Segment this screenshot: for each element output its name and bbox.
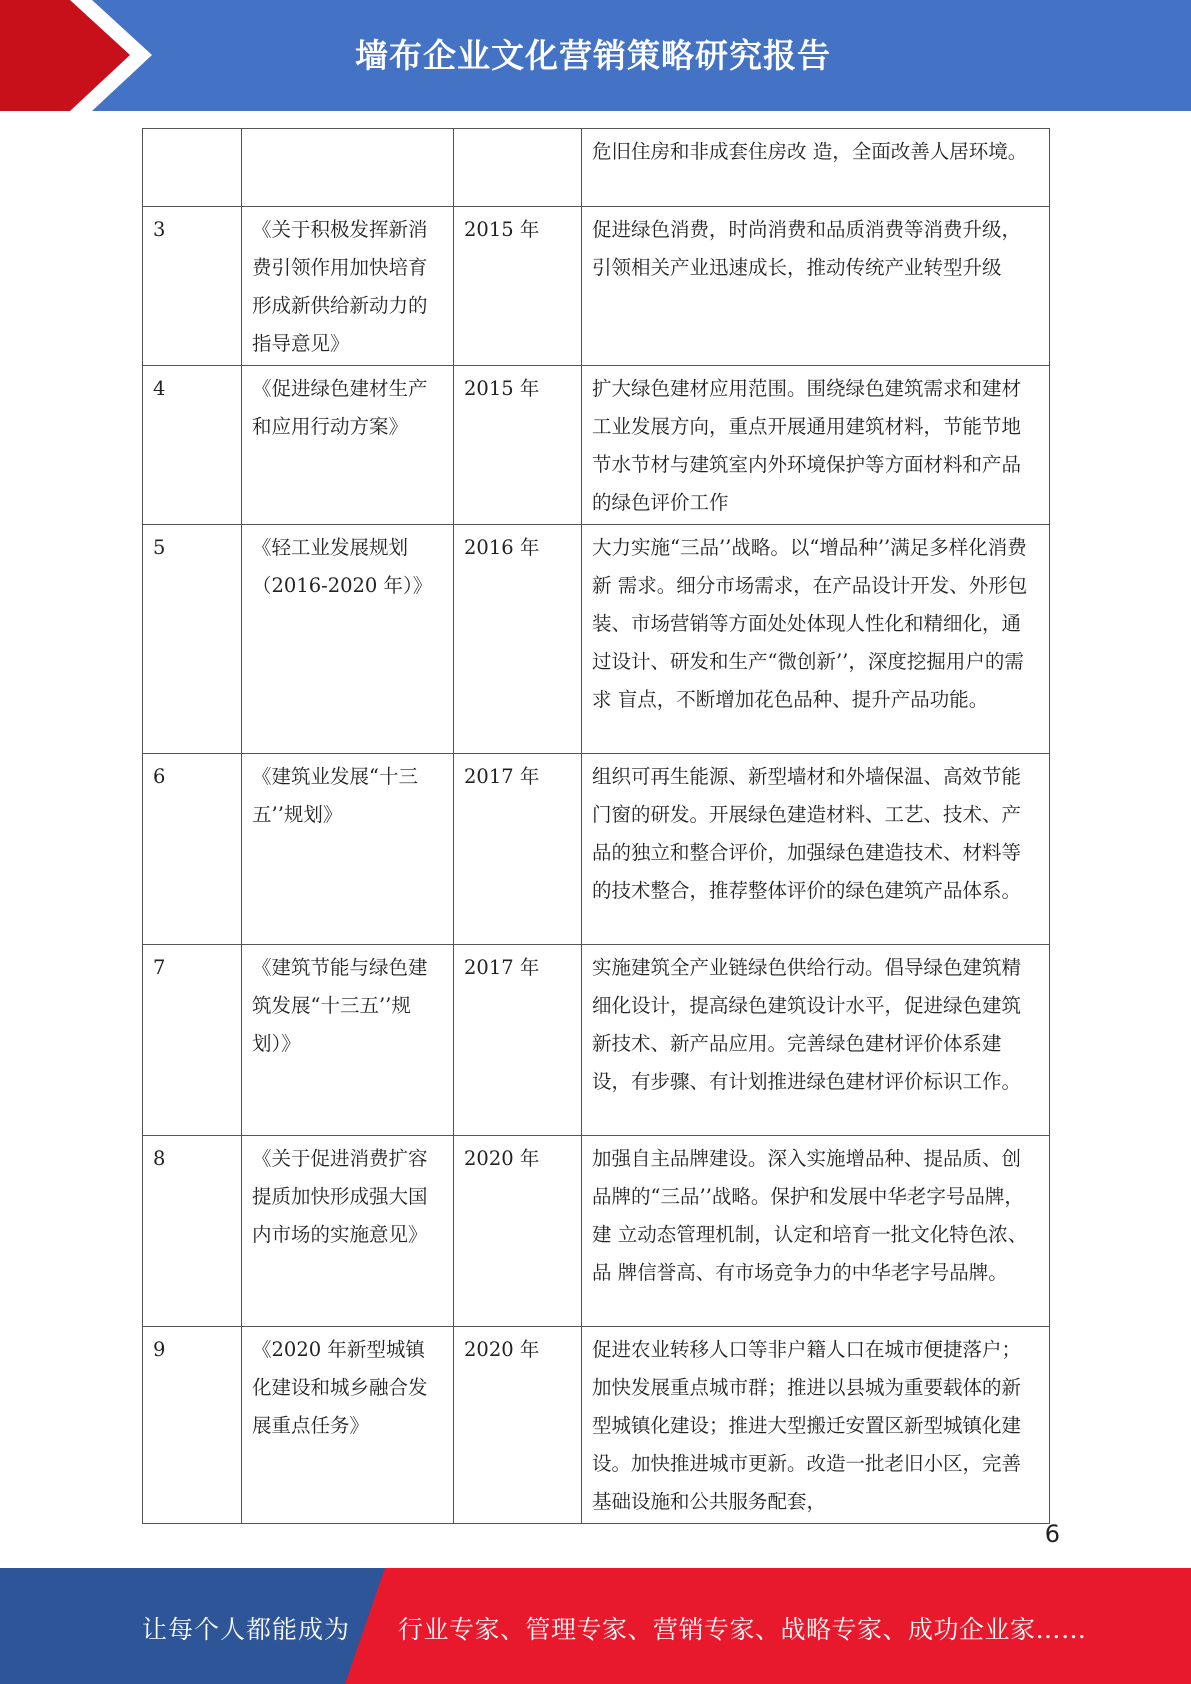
footer-slogan-lead: 让每个人都能成为 [142, 1615, 351, 1644]
table-row [143, 366, 1050, 525]
policy-name-cell: 《建筑节能与绿色建筑发展“十三五’’规 划）》 [242, 945, 454, 1136]
policy-name-cell: 《关于积极发挥新消费引领作用加快培育形成新供给新动力的指导意见》 [242, 207, 454, 366]
year-cell: 2017 年 [454, 754, 582, 945]
table-row [143, 945, 1050, 1136]
row-number-cell: 5 [143, 525, 242, 754]
content-cell: 实施建筑全产业链绿色供给行动。倡导绿色建筑精 细化设计，提高绿色建筑设计水平，促进绿色建筑 新技术、新产品应用。完善绿色建材评价体系建 设，有步骤、有计划推进绿色建材评价标识工作。 [582, 945, 1050, 1136]
policy-name-cell: 《轻工业发展规划（2016-2020 年）》 [242, 525, 454, 754]
year-cell: 2020 年 [454, 1327, 582, 1524]
row-number-cell: 6 [143, 754, 242, 945]
row-number-cell: 8 [143, 1136, 242, 1327]
content-cell: 扩大绿色建材应用范围。围绕绿色建筑需求和建材 工业发展方向，重点开展通用建筑材料，节能节地 节水节材与建筑室内外环境保护等方面材料和产品 的绿色评价工作 [582, 366, 1050, 525]
content-cell: 大力实施“三品’’战略。以“增品种’’满足多样化消费新 需求。细分市场需求，在产品设计开发、外形包 装、市场营销等方面处处体现人性化和精细化，通 过设计、研发和生产“微创新’’，深度挖掘用户的需求 盲点，不断增加花色品种、提升产品功能。 [582, 525, 1050, 754]
table-row [143, 754, 1050, 945]
content-cell: 组织可再生能源、新型墙材和外墙保温、高效节能 门窗的研发。开展绿色建造材料、工艺、技术、产 品的独立和整合评价，加强绿色建造技术、材料等 的技术整合，推荐整体评价的绿色建筑产品体系。 [582, 754, 1050, 945]
row-number-cell: 7 [143, 945, 242, 1136]
policy-name-cell: 《2020 年新型城镇化建设和城乡融合发展重点任务》 [242, 1327, 454, 1524]
policy-name-cell: 《建筑业发展“十三五’’规划》 [242, 754, 454, 945]
content-cell: 促进农业转移人口等非户籍人口在城市便捷落户； 加快发展重点城市群；推进以县城为重要载体的新 型城镇化建设；推进大型搬迁安置区新型城镇化建 设。加快推进城市更新。改造一批老旧小区，完善 基础设施和公共服务配套， [582, 1327, 1050, 1524]
year-cell: 2015 年 [454, 207, 582, 366]
policy-name-cell [242, 129, 454, 207]
report-title: 墙布企业文化营销策略研究报告 [355, 36, 831, 75]
content-cell: 危旧住房和非成套住房改 造，全面改善人居环境。 [582, 129, 1050, 207]
footer-slogan-roles: 行业专家、管理专家、营销专家、战略专家、成功企业家…… [398, 1615, 1087, 1644]
policy-table [142, 128, 1050, 1524]
row-number-cell: 9 [143, 1327, 242, 1524]
year-cell: 2017 年 [454, 945, 582, 1136]
table-row [143, 129, 1050, 207]
row-number-cell [143, 129, 242, 207]
page-header [0, 0, 1191, 111]
year-cell: 2020 年 [454, 1136, 582, 1327]
policy-name-cell: 《关于促进消费扩容提质加快形成强大国内市场的实施意见》 [242, 1136, 454, 1327]
row-number-cell: 4 [143, 366, 242, 525]
row-number-cell: 3 [143, 207, 242, 366]
table-row [143, 525, 1050, 754]
year-cell [454, 129, 582, 207]
table-row [143, 1327, 1050, 1524]
year-cell: 2015 年 [454, 366, 582, 525]
table-row [143, 1136, 1050, 1327]
year-cell: 2016 年 [454, 525, 582, 754]
content-cell: 加强自主品牌建设。深入实施增品种、提品质、创 品牌的“三品’’战略。保护和发展中华老字号品牌，建 立动态管理机制，认定和培育一批文化特色浓、品 牌信誉高、有市场竞争力的中华老字号品牌。 [582, 1136, 1050, 1327]
table-row [143, 207, 1050, 366]
policy-name-cell: 《促进绿色建材生产和应用行动方案》 [242, 366, 454, 525]
page-footer [0, 1568, 1191, 1684]
page-number: 6 [1044, 1520, 1060, 1548]
content-cell: 促进绿色消费，时尚消费和品质消费等消费升级， 引领相关产业迅速成长，推动传统产业转型升级 [582, 207, 1050, 366]
